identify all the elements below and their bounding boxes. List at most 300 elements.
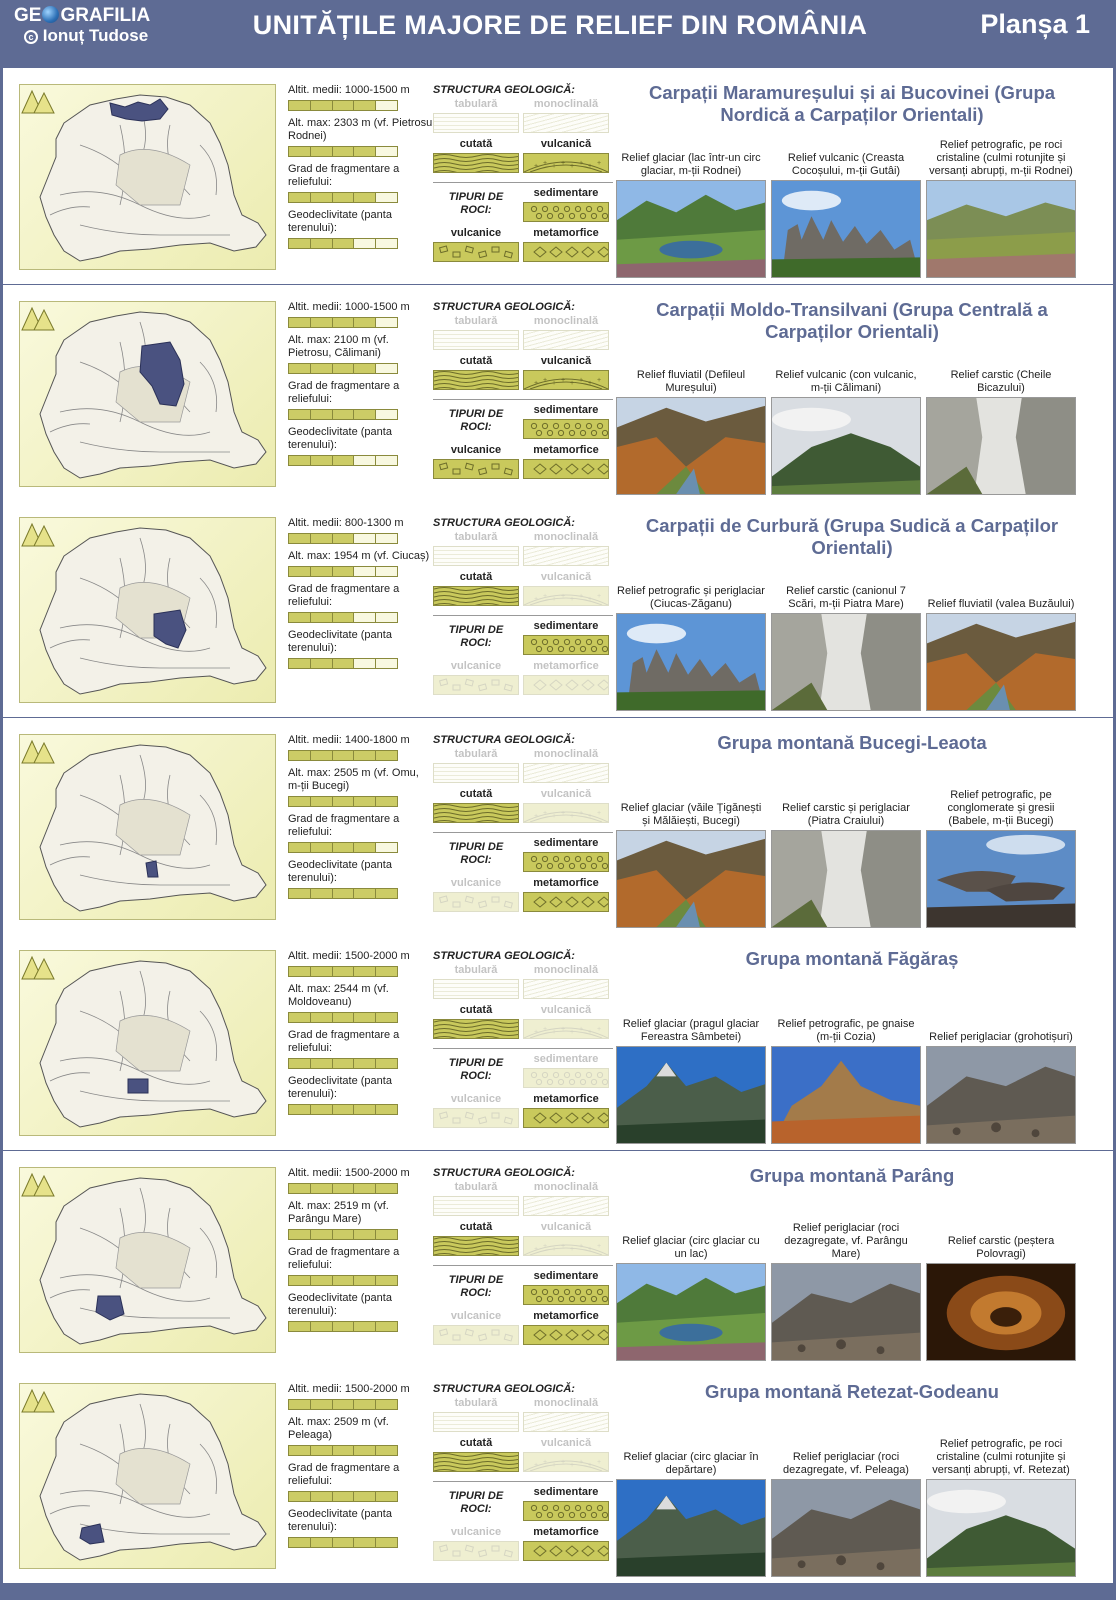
cutata-cell [433,355,519,395]
fragmentare-bar-segment [289,410,310,419]
sedimentare-cell [523,404,609,444]
alt-medii-label: Altit. medii: 800-1300 m [288,517,404,529]
fragmentare-bar-segment [333,613,354,622]
declivitate-bar-segment [376,239,397,248]
stat-declivitate [288,209,433,249]
declivitate-bar [288,658,398,669]
structure-grid [433,98,613,178]
landscape-photo [771,1479,921,1577]
svg-text:+: + [534,1462,539,1469]
structure-grid [433,1181,613,1261]
structure-grid [433,531,613,611]
sedimentare-swatch [523,1068,609,1088]
stat-alt-medii [288,84,433,111]
svg-text:+: + [570,163,575,170]
svg-text:+: + [579,377,584,384]
cutata-swatch [433,586,519,606]
alt-max-bar-segment [376,1013,397,1022]
declivitate-bar-segment [376,456,397,465]
monoclinala-cell [523,1397,609,1437]
alt-medii-bar-segment [289,318,310,327]
svg-text:+: + [552,596,557,603]
rocks-grid [433,404,613,484]
alt-medii-bar-segment [354,101,375,110]
mountains-icon [20,1168,56,1198]
alt-max-bar-segment [333,567,354,576]
cutata-pattern [434,154,518,172]
photo-caption: Relief periglaciar (roci dezagregate, vf. Parângu Mare) [784,1222,908,1260]
rock-types-heading: TIPURI DE ROCI: [448,1490,504,1515]
vulcanice-cell [433,1310,519,1350]
sedimentare-label: sedimentare [533,404,599,416]
vulcanica-swatch [523,586,609,606]
alt-medii-bar-segment [376,967,397,976]
structure-heading: STRUCTURA GEOLOGICĂ: [433,950,575,962]
declivitate-label: Geodeclivitate (panta terenului): [288,209,392,234]
alt-max-bar-segment [354,147,375,156]
svg-text:+: + [597,593,602,600]
structure-heading: STRUCTURA GEOLOGICĂ: [433,301,575,313]
metamorfice-label: metamorfice [533,1310,599,1322]
svg-text:+: + [597,810,602,817]
fragmentare-bar-segment [354,193,375,202]
svg-text:+: + [543,377,548,384]
svg-text:+: + [534,163,539,170]
declivitate-bar [288,1537,398,1548]
tabulara-label: tabulară [454,1181,498,1193]
fragmentare-bar-segment [311,1059,332,1068]
geology-column [433,1383,613,1566]
metamorfice-cell [523,444,609,484]
mountains-icon [20,85,56,115]
svg-text:+: + [597,160,602,167]
fragmentare-bar-segment [289,843,310,852]
alt-medii-bar-segment [354,534,375,543]
svg-text:+: + [570,1462,575,1469]
landscape-photo [616,1046,766,1144]
map-box [19,517,276,703]
alt-medii-bar-segment [311,1400,332,1409]
alt-max-bar-segment [311,364,332,373]
fragmentare-bar-segment [311,1492,332,1501]
alt-max-bar-segment [289,1013,310,1022]
stat-alt-max [288,334,433,374]
landscape-photo [926,397,1076,495]
photo-card [926,994,1076,1144]
vulcanica-cell [523,788,609,828]
fragmentare-bar-segment [289,1059,310,1068]
alt-max-bar-segment [333,797,354,806]
vulcanice-swatch [433,892,519,912]
fragmentare-bar-segment [333,410,354,419]
metamorfice-label: metamorfice [533,877,599,889]
photo-caption: Relief vulcanic (con vulcanic, m-ții Călimani) [775,369,917,394]
declivitate-bar-segment [333,1538,354,1547]
monoclinala-label: monoclinală [533,531,599,543]
declivitate-bar-segment [354,239,375,248]
structure-grid [433,315,613,395]
tabulara-cell [433,531,519,571]
metamorfice-cell [523,1310,609,1350]
sedimentare-pattern [524,1286,608,1304]
tabulara-swatch [433,113,519,133]
monoclinala-swatch [523,1196,609,1216]
alt-max-bar-segment [354,364,375,373]
sedimentare-cell [523,1270,609,1310]
monoclinala-label: monoclinală [533,1397,599,1409]
relief-panel [3,718,1113,934]
vulcanice-label: vulcanice [450,444,502,456]
landscape-photo [616,1479,766,1577]
photo-card [771,1427,921,1577]
fragmentare-bar-segment [311,843,332,852]
declivitate-bar-segment [376,659,397,668]
tabulara-label: tabulară [454,964,498,976]
metamorfice-swatch [523,1541,609,1561]
svg-text:+: + [543,1026,548,1033]
svg-text:+: + [570,1029,575,1036]
vulcanice-cell [433,227,519,267]
sedimentare-pattern [524,636,608,654]
panel-title: Grupa montană Făgăraș [745,948,959,969]
alt-max-bar-segment [289,147,310,156]
photo-caption: Relief carstic și periglaciar (Piatra Craiului) [782,802,910,827]
declivitate-bar-segment [333,889,354,898]
alt-medii-bar-segment [289,1184,310,1193]
svg-text:+: + [561,1459,566,1466]
fragmentare-bar-segment [376,613,397,622]
svg-text:+: + [543,160,548,167]
sedimentare-cell [523,837,609,877]
photo-caption: Relief petrografic și periglaciar (Ciucas-Zăganu) [617,585,765,610]
alt-max-bar-segment [376,147,397,156]
vulcanice-pattern [434,460,518,478]
declivitate-bar-segment [333,456,354,465]
declivitate-bar-segment [333,659,354,668]
alt-max-bar-segment [311,1446,332,1455]
tabulara-swatch [433,546,519,566]
landscape-photo [771,397,921,495]
romania-map [20,735,277,921]
photo-caption: Relief petrografic, pe conglomerate și gresii (Babele, m-ții Bucegi) [947,789,1055,827]
alt-medii-bar-segment [333,101,354,110]
landscape-photo [771,1263,921,1361]
svg-text:+: + [597,1243,602,1250]
cutata-swatch [433,153,519,173]
declivitate-label: Geodeclivitate (panta terenului): [288,629,392,654]
alt-medii-bar-segment [333,1400,354,1409]
alt-max-bar [288,146,398,157]
stats-column [288,1383,433,1554]
tabulara-label: tabulară [454,531,498,543]
svg-text:+: + [534,596,539,603]
cutata-cell [433,1004,519,1044]
declivitate-label: Geodeclivitate (panta terenului): [288,1292,392,1317]
alt-medii-bar-segment [354,751,375,760]
metamorfice-swatch [523,459,609,479]
declivitate-bar-segment [376,1538,397,1547]
cutata-swatch [433,1019,519,1039]
photo-card [771,561,921,711]
stat-alt-max [288,983,433,1023]
photo-caption: Relief carstic (Cheile Bicazului) [950,369,1052,394]
panel-title: Grupa montană Bucegi-Leaota [717,732,987,753]
svg-text:+: + [534,380,539,387]
svg-text:+: + [561,593,566,600]
fragmentare-bar [288,409,398,420]
svg-text:+: + [570,1246,575,1253]
sedimentare-label: sedimentare [533,1270,599,1282]
alt-max-bar [288,363,398,374]
svg-text:+: + [534,1246,539,1253]
monoclinala-label: monoclinală [533,964,599,976]
stats-column [288,517,433,675]
rock-types-heading: TIPURI DE ROCI: [448,841,504,866]
metamorfice-pattern [524,676,608,694]
svg-text:+: + [597,1459,602,1466]
monoclinala-cell [523,531,609,571]
divider [433,399,613,400]
fragmentare-label: Grad de fragmentare a reliefului: [288,583,400,608]
stat-alt-max [288,117,433,157]
alt-max-bar-segment [376,567,397,576]
svg-text:+: + [552,163,557,170]
photo-caption: Relief petrografic, pe roci cristaline (culmi rotunjite și versanți abrupți, m-ții Rodnei) [929,139,1073,177]
photo-card [771,994,921,1144]
declivitate-bar-segment [311,659,332,668]
panel-title: Grupa montană Parâng [749,1165,955,1186]
vulcanice-swatch [433,1108,519,1128]
declivitate-bar [288,238,398,249]
author-name: Ionuț Tudose [42,26,149,45]
vulcanice-swatch [433,459,519,479]
declivitate-label: Geodeclivitate (panta terenului): [288,1508,392,1533]
svg-text:+: + [579,1026,584,1033]
landscape-photo [771,1046,921,1144]
declivitate-bar-segment [354,456,375,465]
vulcanice-label: vulcanice [450,1093,502,1105]
fragmentare-bar-segment [333,843,354,852]
logo [14,6,150,46]
declivitate-bar-segment [376,1322,397,1331]
cutata-label: cutată [459,1221,493,1233]
rock-types-heading: TIPURI DE ROCI: [448,624,504,649]
vulcanica-pattern [524,154,608,172]
alt-max-bar [288,1229,398,1240]
alt-medii-bar [288,750,398,761]
alt-medii-bar-segment [376,318,397,327]
alt-medii-bar-segment [289,967,310,976]
metamorfice-pattern [524,460,608,478]
plate-number: Planșa 1 [980,9,1090,39]
alt-max-bar-segment [311,797,332,806]
fragmentare-bar-segment [354,1492,375,1501]
declivitate-bar [288,1104,398,1115]
landscape-photo [616,830,766,928]
alt-medii-bar [288,533,398,544]
vulcanica-swatch [523,1452,609,1472]
photos-row [616,128,1078,278]
map-box [19,301,276,487]
declivitate-bar-segment [376,889,397,898]
globe-icon [42,6,59,23]
fragmentare-bar-segment [289,193,310,202]
declivitate-bar-segment [333,1105,354,1114]
stat-declivitate [288,1292,433,1332]
sedimentare-label: sedimentare [533,1053,599,1065]
photo-caption: Relief fluviatil (valea Buzăului) [927,598,1075,610]
vulcanica-label: vulcanică [540,138,592,150]
alt-medii-bar-segment [289,101,310,110]
cutata-pattern [434,371,518,389]
cutata-label: cutată [459,355,493,367]
panel-title: Carpații Maramureșului și ai Bucovinei (Grupa Nordică a Carpaților Orientali) [648,82,1056,125]
photo-card [771,345,921,495]
fragmentare-bar-segment [333,193,354,202]
vulcanice-label: vulcanice [450,877,502,889]
metamorfice-cell [523,877,609,917]
fragmentare-bar-segment [311,1276,332,1285]
alt-max-bar-segment [289,364,310,373]
photo-card [616,1427,766,1577]
fragmentare-bar [288,1491,398,1502]
alt-max-bar-segment [289,1446,310,1455]
alt-max-label: Alt. max: 2505 m (vf. Omu, m-ții Bucegi) [288,767,419,792]
structure-heading: STRUCTURA GEOLOGICĂ: [433,517,575,529]
alt-max-bar [288,566,398,577]
stat-alt-medii [288,301,433,328]
cutata-pattern [434,1453,518,1471]
alt-max-label: Alt. max: 2303 m (vf. Pietrosu Rodnei) [288,117,433,142]
rock-types-heading: TIPURI DE ROCI: [448,1057,504,1082]
photo-card [616,128,766,278]
svg-text:+: + [543,1459,548,1466]
vulcanice-swatch [433,1541,519,1561]
declivitate-bar-segment [289,1322,310,1331]
metamorfice-cell [523,660,609,700]
fragmentare-bar-segment [354,410,375,419]
structure-heading: STRUCTURA GEOLOGICĂ: [433,1383,575,1395]
vulcanice-label: vulcanice [450,227,502,239]
svg-text:+: + [552,1462,557,1469]
alt-medii-bar-segment [311,318,332,327]
svg-text:+: + [534,1029,539,1036]
alt-medii-bar [288,100,398,111]
map-box [19,734,276,920]
svg-text:+: + [570,813,575,820]
alt-max-bar-segment [376,1446,397,1455]
divider [433,182,613,183]
cutata-label: cutată [459,1437,493,1449]
divider [433,1048,613,1049]
alt-medii-bar-segment [354,1400,375,1409]
svg-text:+: + [588,1029,593,1036]
tabulara-cell [433,315,519,355]
sedimentare-pattern [524,853,608,871]
svg-text:+: + [543,593,548,600]
cutata-swatch [433,803,519,823]
declivitate-bar-segment [311,239,332,248]
declivitate-bar-segment [289,889,310,898]
geology-column [433,1167,613,1350]
vulcanice-pattern [434,243,518,261]
vulcanica-cell [523,138,609,178]
alt-max-bar-segment [333,1230,354,1239]
vulcanica-cell [523,571,609,611]
photo-caption: Relief glaciar (circ glaciar în depărtare) [623,1451,759,1476]
vulcanica-pattern [524,804,608,822]
alt-medii-bar-segment [354,1184,375,1193]
svg-text:+: + [588,163,593,170]
stats-column [288,1167,433,1338]
sedimentare-swatch [523,1501,609,1521]
vulcanice-label: vulcanice [450,1526,502,1538]
alt-medii-bar [288,317,398,328]
stat-alt-max [288,1416,433,1456]
alt-max-bar-segment [354,1013,375,1022]
fragmentare-bar-segment [376,1276,397,1285]
tabulara-swatch [433,763,519,783]
alt-max-label: Alt. max: 2100 m (vf. Pietrosu, Călimani) [288,334,389,359]
vulcanica-label: vulcanică [540,1004,592,1016]
romania-map [20,951,277,1137]
fragmentare-bar-segment [354,1059,375,1068]
romania-map [20,518,277,704]
romania-map [20,1168,277,1354]
vulcanica-label: vulcanică [540,571,592,583]
landscape-photo [926,613,1076,711]
photo-card [616,561,766,711]
alt-medii-bar-segment [376,1184,397,1193]
tabulara-label: tabulară [454,1397,498,1409]
landscape-photo [926,830,1076,928]
divider [433,1265,613,1266]
alt-medii-label: Altit. medii: 1000-1500 m [288,301,410,313]
alt-max-bar-segment [333,1446,354,1455]
svg-text:+: + [588,813,593,820]
vulcanice-label: vulcanice [450,1310,502,1322]
geology-column [433,950,613,1133]
vulcanica-cell [523,1004,609,1044]
declivitate-bar-segment [333,1322,354,1331]
divider [433,615,613,616]
sedimentare-swatch [523,1285,609,1305]
fragmentare-bar-segment [376,193,397,202]
alt-medii-label: Altit. medii: 1500-2000 m [288,1383,410,1395]
tabulara-label: tabulară [454,315,498,327]
metamorfice-pattern [524,243,608,261]
landscape-photo [616,613,766,711]
rock-types-heading: TIPURI DE ROCI: [448,408,504,433]
photo-caption: Relief vulcanic (Creasta Cocoșului, m-ții Gutâi) [787,152,905,177]
alt-max-bar-segment [311,1013,332,1022]
alt-medii-bar-segment [311,1184,332,1193]
stat-alt-max [288,550,433,577]
declivitate-bar-segment [289,659,310,668]
stat-declivitate [288,629,433,669]
sedimentare-swatch [523,419,609,439]
metamorfice-swatch [523,1325,609,1345]
photos-row [616,994,1078,1144]
map-box [19,1383,276,1569]
vulcanica-pattern [524,371,608,389]
declivitate-bar-segment [311,456,332,465]
metamorfice-label: metamorfice [533,444,599,456]
alt-medii-bar-segment [354,318,375,327]
page-title: UNITĂȚILE MAJORE DE RELIEF DIN ROMÂNIA [252,10,868,40]
fragmentare-bar [288,192,398,203]
photo-caption: Relief petrografic, pe roci cristaline (culmi rotunjite și versanți abrupți, vf. Retezat) [932,1438,1070,1476]
